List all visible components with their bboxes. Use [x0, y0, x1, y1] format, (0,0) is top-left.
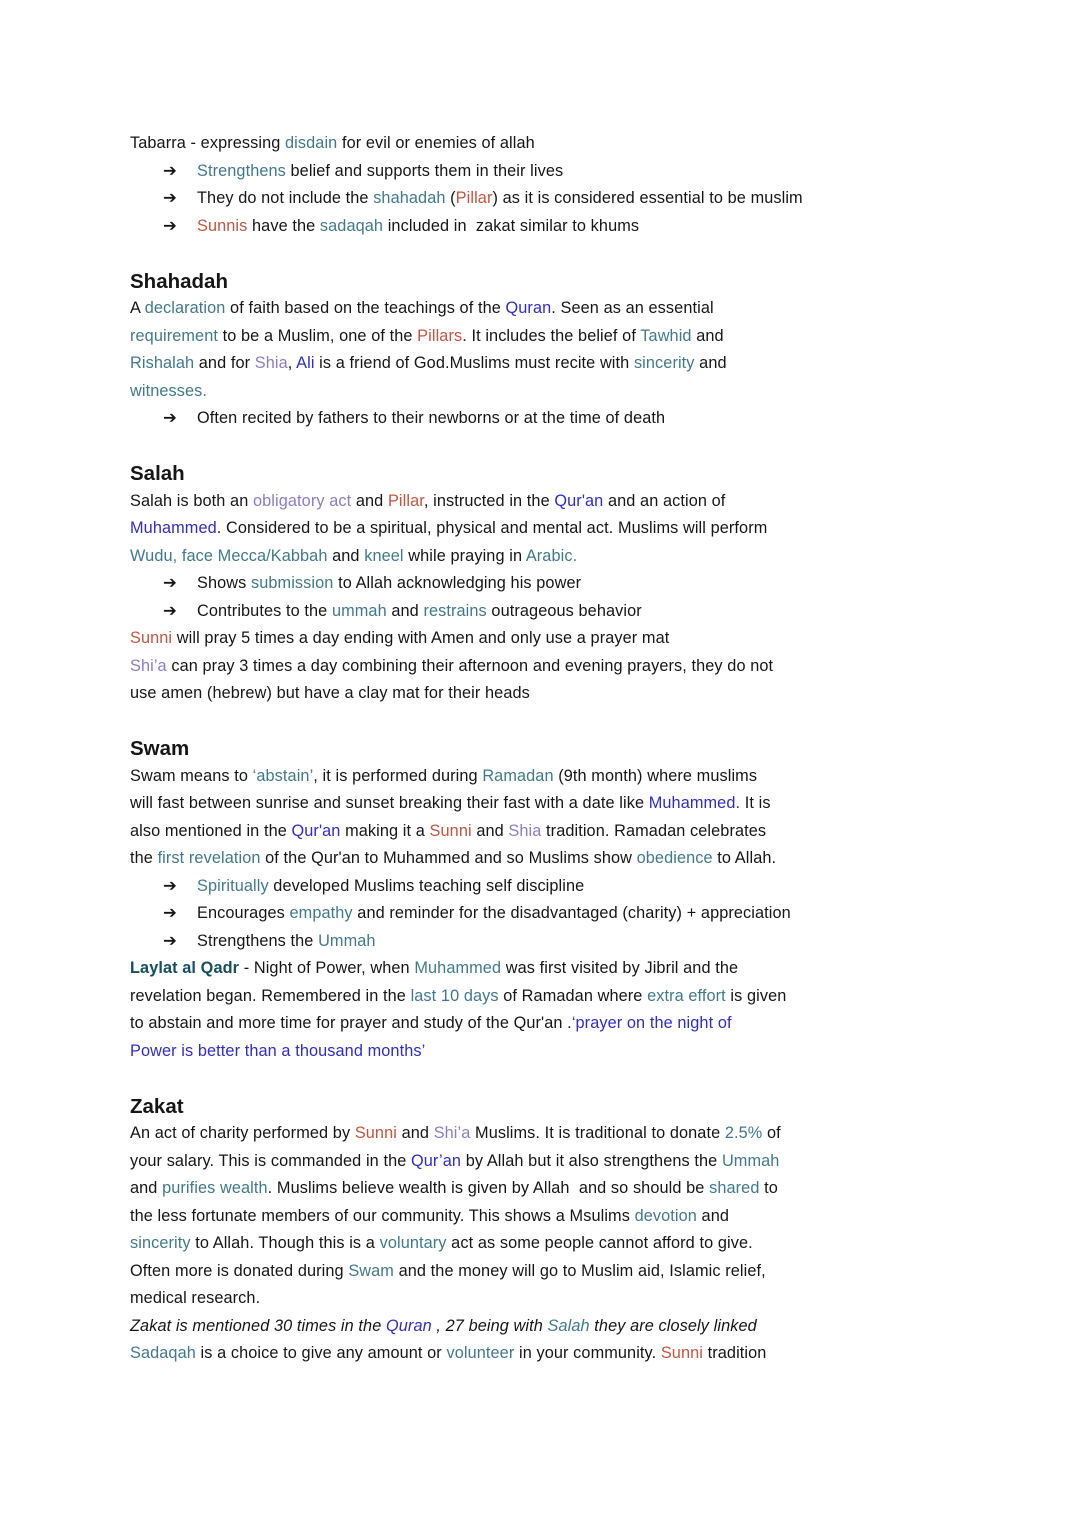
text-segment: obligatory act — [253, 491, 352, 510]
text-segment: Muhammed — [414, 959, 502, 977]
text-segment: by Allah but it also strengthens the — [461, 1151, 722, 1170]
text-segment: sincerity — [130, 1234, 191, 1252]
text-segment: kneel — [364, 546, 404, 565]
text-segment: Quran — [505, 299, 552, 317]
text-segment: They do not include the — [197, 189, 374, 207]
text-segment: developed Muslims teaching self discipline — [268, 876, 585, 895]
text-segment: . It includes the belief of — [462, 326, 641, 345]
text-segment: Tabarra - expressing — [130, 134, 286, 152]
text-segment: Shia — [254, 354, 288, 372]
text-segment: Often more is donated during — [130, 1261, 349, 1280]
text-segment: is a friend of God.Muslims must recite with — [314, 354, 634, 372]
text-segment: Sunni — [660, 1344, 703, 1362]
bullet-item — [130, 405, 960, 433]
text-line — [130, 680, 960, 708]
text-segment: . — [202, 381, 208, 400]
text-segment: to — [759, 1179, 778, 1197]
text-segment: . Seen as an essential — [551, 299, 714, 317]
bullet-item — [130, 928, 960, 956]
text-line — [130, 515, 960, 543]
bullet-arrow-icon: ➔ — [163, 574, 177, 592]
text-segment: devotion — [634, 1206, 697, 1225]
text-segment: witnesses — [130, 381, 203, 400]
text-segment: Ummah — [318, 931, 376, 950]
bullet-arrow-icon: ➔ — [163, 409, 177, 427]
text-segment: Sunni — [429, 821, 472, 840]
text-segment: act as some people cannot afford to give. — [446, 1234, 753, 1252]
text-segment: purifies wealth — [162, 1179, 268, 1197]
text-segment: empathy — [289, 904, 353, 922]
text-segment: Tawhid — [640, 326, 692, 345]
text-segment: of — [762, 1124, 781, 1142]
text-segment: Shi’a — [433, 1124, 471, 1142]
text-line — [130, 1258, 960, 1286]
text-segment: and — [396, 1124, 434, 1142]
text-segment: was first visited by Jibril and the — [501, 959, 739, 977]
text-segment: ‘prayer on the night of — [571, 1014, 732, 1032]
text-segment: extra effort — [647, 986, 726, 1005]
text-segment: Salah is both an — [130, 491, 253, 510]
text-segment: while praying in — [403, 546, 526, 565]
text-segment: An act of charity performed by — [130, 1124, 355, 1142]
text-segment: to Allah acknowledging his power — [333, 574, 582, 592]
text-segment: Ummah — [721, 1151, 780, 1170]
text-segment: , instructed in the — [423, 491, 555, 510]
text-segment: ( — [445, 189, 456, 207]
bullet-arrow-icon: ➔ — [163, 216, 177, 235]
blank-line — [130, 708, 960, 736]
text-segment: - Night of Power, when — [239, 959, 415, 977]
text-segment: Pillars — [417, 326, 463, 345]
text-segment: 2.5% — [724, 1124, 763, 1142]
text-segment: is given — [725, 986, 787, 1005]
text-segment: to Allah. Though this is a — [190, 1234, 380, 1252]
text-segment: and an action of — [603, 491, 726, 510]
text-segment: and — [327, 546, 365, 565]
text-line — [130, 1148, 960, 1176]
text-segment: ) as it is considered essential to be muslim — [492, 189, 803, 207]
text-segment: shared — [709, 1179, 760, 1197]
bullet-arrow-icon: ➔ — [163, 161, 177, 180]
bullet-arrow-icon: ➔ — [163, 189, 177, 207]
blank-line — [130, 240, 960, 268]
text-line — [130, 1313, 960, 1341]
text-segment: use amen (hebrew) but have a clay mat for their heads — [130, 684, 530, 702]
text-segment: , — [287, 354, 297, 372]
text-segment: Wudu, face Mecca/Kabbah — [130, 546, 328, 565]
text-segment: tradition — [702, 1344, 767, 1362]
text-segment: medical research. — [130, 1289, 261, 1307]
text-line — [130, 845, 960, 873]
text-segment: tradition. Ramadan celebrates — [541, 821, 767, 840]
text-segment: Swam means to — [130, 766, 253, 785]
bullet-item — [130, 158, 960, 186]
text-segment: Qur'an — [554, 491, 604, 510]
text-segment: Ali — [296, 354, 315, 372]
text-line — [130, 955, 960, 983]
text-segment: included in zakat similar to khums — [383, 216, 640, 235]
text-segment: for evil or enemies of allah — [337, 134, 535, 152]
text-line — [130, 790, 960, 818]
text-segment: . Considered to be a spiritual, physical and mental act. Muslims will perform — [216, 519, 768, 537]
text-segment: the — [130, 849, 158, 867]
text-line — [130, 818, 960, 846]
text-segment: Salah — [130, 462, 185, 485]
bullet-arrow-icon: ➔ — [163, 904, 177, 922]
text-line — [130, 1038, 960, 1066]
text-line — [130, 653, 960, 681]
bullet-item — [130, 900, 960, 928]
text-segment: sadaqah — [319, 216, 384, 235]
text-segment: is a choice to give any amount or — [195, 1344, 447, 1362]
bullet-item — [130, 213, 960, 241]
text-line — [130, 1175, 960, 1203]
text-line — [130, 763, 960, 791]
section-heading — [130, 268, 960, 296]
text-segment: and reminder for the disadvantaged (charity) + appreciation — [352, 904, 791, 922]
text-line — [130, 295, 960, 323]
text-segment: Shahadah — [130, 269, 228, 293]
text-segment: Laylat al Qadr — [130, 959, 240, 977]
text-segment: , 27 being with — [431, 1316, 548, 1335]
text-segment: disdain — [285, 134, 338, 152]
bullet-arrow-icon: ➔ — [163, 876, 177, 895]
text-line — [130, 378, 960, 406]
text-segment: Zakat is mentioned 30 times in the — [130, 1316, 386, 1335]
text-segment: making it a — [340, 821, 430, 840]
text-segment: Muhammed. — [648, 794, 741, 812]
text-segment: the less fortunate members of our community. This shows a Msulims — [130, 1206, 635, 1225]
text-segment: Sunni — [354, 1124, 397, 1142]
text-segment: also mentioned in the — [130, 821, 292, 840]
text-segment: and — [691, 326, 724, 345]
text-segment: Zakat — [130, 1094, 184, 1118]
text-line — [130, 1230, 960, 1258]
text-segment: Strengthens — [197, 161, 286, 180]
section-heading — [130, 460, 960, 488]
text-segment: to Allah. — [712, 849, 777, 867]
text-line — [130, 625, 960, 653]
text-segment: revelation began. Remembered in the — [130, 986, 411, 1005]
text-segment: Often recited by fathers to their newborns or at the time of death — [197, 409, 666, 427]
text-segment: Qur'an — [291, 821, 341, 840]
text-segment: to abstain and more time for prayer and study of the Qur'an . — [130, 1014, 572, 1032]
text-line — [130, 1010, 960, 1038]
bullet-item — [130, 570, 960, 598]
text-segment: and — [471, 821, 509, 840]
text-segment: and — [386, 601, 424, 620]
text-segment: A — [130, 299, 145, 317]
text-line — [130, 1285, 960, 1313]
text-line — [130, 323, 960, 351]
bullet-item — [130, 185, 960, 213]
text-segment: will fast between sunrise and sunset breaking their fast with a date like — [130, 794, 649, 812]
text-segment: of Ramadan where — [498, 986, 648, 1005]
text-segment: and the money will go to Muslim aid, Islamic relief, — [393, 1261, 766, 1280]
text-segment: , it is performed during — [313, 766, 483, 785]
text-segment: Muslims. It is traditional to donate — [470, 1124, 725, 1142]
text-segment: Sunnis — [197, 216, 248, 235]
text-segment: Qur’an — [411, 1151, 462, 1170]
text-line — [130, 130, 960, 158]
text-segment: and — [351, 491, 388, 510]
text-segment: they are closely linked — [589, 1316, 757, 1335]
text-segment: belief and supports them in their lives — [285, 161, 564, 180]
section-heading — [130, 1093, 960, 1121]
text-segment: Sadaqah — [130, 1344, 196, 1362]
text-segment: submission — [251, 574, 334, 592]
text-segment: voluntary — [379, 1234, 447, 1252]
text-line — [130, 488, 960, 516]
text-segment: of faith based on the teachings of the — [225, 299, 506, 317]
text-segment: Quran — [386, 1316, 432, 1335]
bullet-arrow-icon: ➔ — [163, 931, 177, 950]
text-segment: ummah — [331, 601, 387, 620]
text-segment: outrageous behavior — [486, 601, 642, 620]
text-segment: (9th month) where muslims — [553, 766, 758, 785]
text-segment: can pray 3 times a day combining their afternoon and evening prayers, they do not — [166, 656, 774, 675]
document-body — [130, 130, 960, 1368]
text-segment: Muhammed — [130, 519, 217, 537]
text-segment: Shi’a — [130, 656, 167, 675]
text-segment: of the Qur'an to Muhammed and so Muslims show — [260, 849, 637, 867]
blank-line — [130, 1065, 960, 1093]
text-segment: to be a Muslim, one of the — [217, 326, 418, 345]
text-segment: Swam — [130, 737, 190, 760]
text-segment: last 10 days — [410, 986, 499, 1005]
bullet-arrow-icon: ➔ — [163, 601, 177, 620]
text-segment: Spiritually — [197, 876, 269, 895]
text-segment: Shows — [197, 574, 251, 592]
text-segment: sincerity — [633, 354, 695, 372]
text-segment: It is — [740, 794, 771, 812]
bullet-item — [130, 873, 960, 901]
text-line — [130, 1203, 960, 1231]
text-segment: Arabic. — [525, 546, 578, 565]
text-segment: Strengthens the — [197, 931, 319, 950]
text-line — [130, 1120, 960, 1148]
text-line — [130, 983, 960, 1011]
text-segment: in your community. — [514, 1344, 661, 1362]
text-segment: will pray 5 times a day ending with Amen and only use a prayer mat — [172, 629, 670, 647]
text-line — [130, 543, 960, 571]
text-segment: Pillar — [387, 491, 424, 510]
text-line — [130, 350, 960, 378]
text-segment: Sunni — [130, 629, 173, 647]
text-segment: Shia — [508, 821, 542, 840]
text-segment: shahadah — [373, 189, 446, 207]
text-segment: . Muslims believe wealth is given by Allah and so should be — [267, 1179, 710, 1197]
text-segment: Ramadan — [482, 766, 554, 785]
text-segment: Rishalah — [130, 354, 195, 372]
text-segment: and — [696, 1206, 730, 1225]
text-segment: Contributes to the — [197, 601, 332, 620]
blank-line — [130, 433, 960, 461]
section-heading — [130, 735, 960, 763]
text-line — [130, 1340, 960, 1368]
bullet-item — [130, 598, 960, 626]
text-segment: restrains — [423, 601, 487, 620]
text-segment: requirement — [130, 326, 218, 345]
text-segment: Encourages — [197, 904, 290, 922]
text-segment: obedience — [636, 849, 713, 867]
text-segment: Salah — [547, 1316, 590, 1335]
text-segment: Swam — [348, 1261, 394, 1280]
text-segment: your salary. This is commanded in the — [130, 1151, 412, 1170]
text-segment: have the — [247, 216, 320, 235]
text-segment: and — [694, 354, 727, 372]
text-segment: volunteer — [446, 1344, 515, 1362]
text-segment: first revelation — [157, 849, 261, 867]
text-segment: Power is better than a thousand months’ — [130, 1041, 426, 1060]
text-segment: ‘abstain’ — [252, 766, 314, 785]
text-segment: Pillar — [455, 189, 493, 207]
text-segment: declaration — [144, 299, 226, 317]
text-segment: and — [130, 1179, 163, 1197]
text-segment: and for — [194, 354, 255, 372]
